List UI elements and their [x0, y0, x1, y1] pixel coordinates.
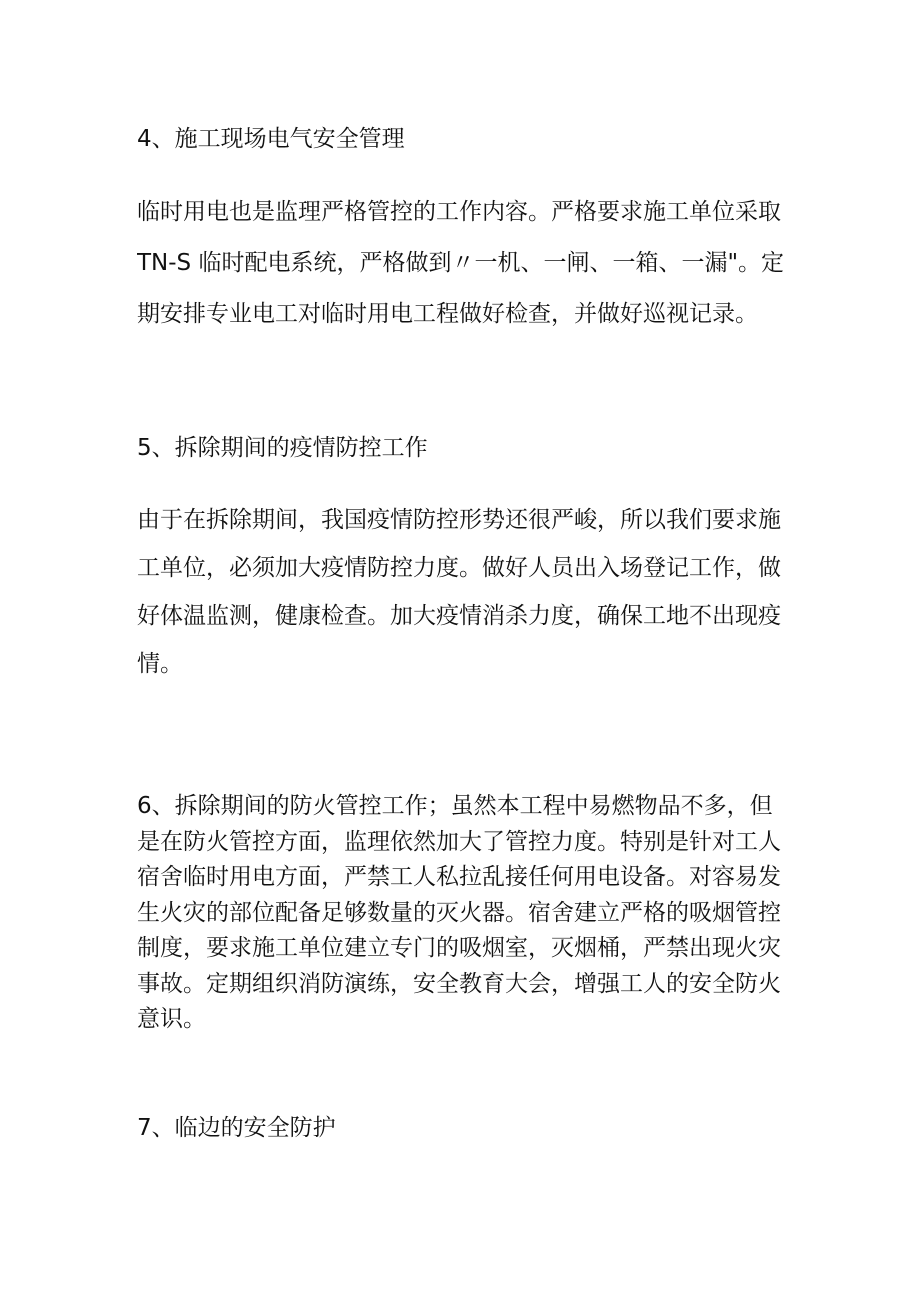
paragraph-line: 情。	[137, 651, 183, 677]
paragraph-line: 期安排专业电工对临时用电工程做好检查，并做好巡视记录。	[137, 301, 758, 327]
paragraph-line: 好体温监测，健康检查。加大疫情消杀力度，确保工地不出现疫	[137, 603, 781, 629]
section-5-paragraph	[137, 496, 787, 688]
paragraph-line: 制度，要求施工单位建立专门的吸烟室，灭烟桶，严禁出现火灾	[137, 935, 781, 961]
section-7-heading: 7、临边的安全防护	[137, 1115, 336, 1141]
section-4-paragraph	[137, 187, 787, 340]
paragraph-line: TN-S 临时配电系统，严格做到〃一机、一闸、一箱、一漏"。定	[137, 250, 785, 276]
section-4-heading: 4、施工现场电气安全管理	[137, 126, 405, 152]
paragraph-line: 生火灾的部位配备足够数量的灭火器。宿舍建立严格的吸烟管控	[137, 899, 781, 926]
paragraph-line: 意识。	[137, 1006, 206, 1032]
paragraph-line: 宿舍临时用电方面，严禁工人私拉乱接任何用电设备。对容易发	[137, 864, 781, 890]
paragraph-line: 事故。定期组织消防演练，安全教育大会，增强工人的安全防火	[137, 970, 781, 997]
section-6-paragraph	[137, 789, 787, 1038]
paragraph-line: 临时用电也是监理严格管控的工作内容。严格要求施工单位采取	[137, 199, 781, 225]
paragraph-line: 由于在拆除期间，我国疫情防控形势还很严峻，所以我们要求施	[137, 507, 781, 533]
paragraph-line: 工单位，必须加大疫情防控力度。做好人员出入场登记工作，做	[137, 555, 781, 581]
section-5-heading: 5、拆除期间的疫情防控工作	[137, 435, 428, 461]
paragraph-line: 6、拆除期间的防火管控工作；虽然本工程中易燃物品不多，但	[137, 793, 773, 819]
paragraph-line: 是在防火管控方面，监理依然加大了管控力度。特别是针对工人	[137, 828, 781, 855]
